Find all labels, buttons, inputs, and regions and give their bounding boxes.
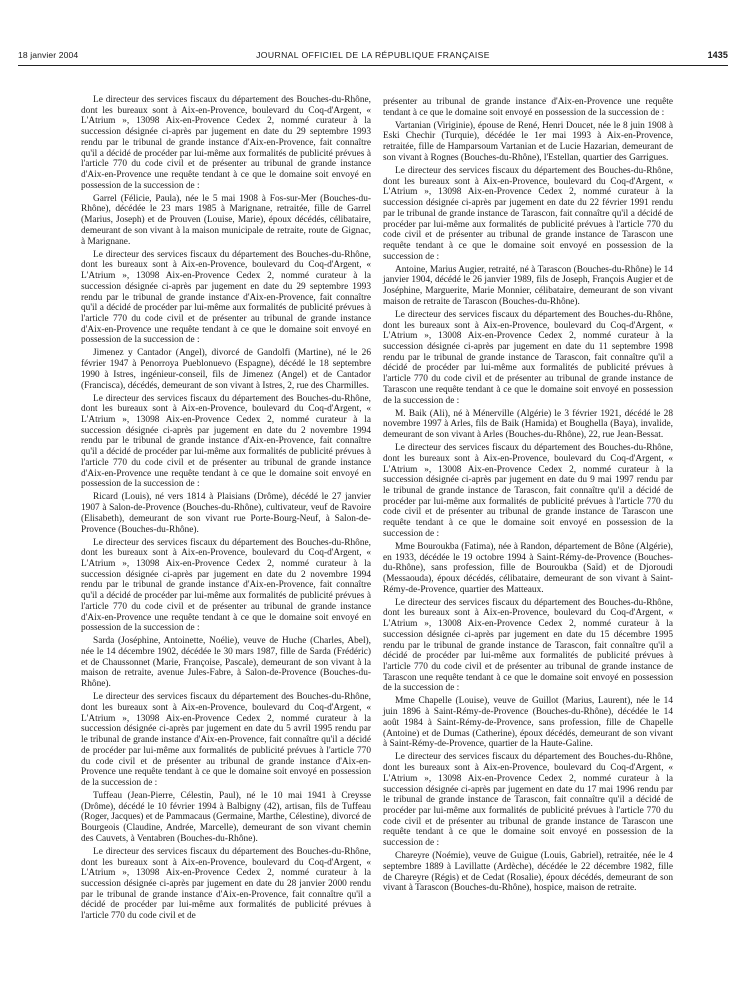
decedent-paragraph: Sarda (Joséphine, Antoinette, Noélie), veuve de Huche (Charles, Abel), née le 14 décembre 1902, décédée le 30 mars 1987, fille de Sarda (Frédéric) et de Chaussonnet (Marie, Françoise, Pascale), demeurant de son vivant à la maison de retraite, avenue Jules-Fabre, à Salon-de-Provence (Bouches-du-Rhône). [81,636,371,690]
header-rule [18,65,728,66]
journal-title: JOURNAL OFFICIEL DE LA RÉPUBLIQUE FRANÇAISE [256,50,490,60]
notice-paragraph: Le directeur des services fiscaux du département des Bouches-du-Rhône, dont les bureaux sont à Aix-en-Provence, boulevard du Coq-d'Argent, « L'Atrium », 13098 Aix-en-Provence Cedex 2, nommé curateur à la succession désignée ci-après par jugement en date du 29 septembre 1993 rendu par le tribunal de grande instance d'Aix-en-Provence, fait connaître qu'il a décidé de procéder par lui-même aux formalités de publicité prévues à l'article 770 du code civil et de présenter au tribunal de grande instance d'Aix-en-Provence une requête tendant à ce que le domaine soit envoyé en possession de la succession de : [81,249,371,346]
decedent-paragraph: Vartanian (Viriginie), épouse de René, Henri Doucet, née le 8 juin 1908 à Eski Chechir (Turquie), décédée le 1er mai 1993 à Aix-en-Provence, retraitée, fille de Hamparsoum Vartanian et de Lucie Hazarian, demeurant de son vivant à Rognes (Bouches-du-Rhône), l'Estellan, quartier des Garrigues. [383,120,673,163]
left-column [81,95,371,922]
page-number: 1435 [707,50,728,60]
notice-paragraph: Le directeur des services fiscaux du département des Bouches-du-Rhône, dont les bureaux sont à Aix-en-Provence, boulevard du Coq-d'Argent, « L'Atrium », 13098 Aix-en-Provence Cedex 2, nommé curateur à la succession désignée ci-après par jugement en date du 28 janvier 2000 rendu par le tribunal de grande instance d'Aix-en-Provence, fait connaître qu'il a décidé de procéder par lui-même aux formalités de publicité prévues à l'article 770 du code civil et de [81,846,371,922]
decedent-paragraph: Ricard (Louis), né vers 1814 à Plaisians (Drôme), décédé le 27 janvier 1907 à Salon-de-Provence (Bouches-du-Rhône), cultivateur, veuf de Ravoire (Elisabeth), demeurant de son vivant rue Porte-Bourg-Neuf, à Salon-de-Provence (Bouches-du-Rhône). [81,492,371,535]
decedent-paragraph: Garrel (Félicie, Paula), née le 5 mai 1908 à Fos-sur-Mer (Bouches-du-Rhône), décédée le 23 mars 1985 à Marignane, retraitée, fille de Garrel (Marius, Joseph) et de Prouven (Louise, Marie), époux décédés, célibataire, demeurant de son vivant à la maison municipale de retraite, route de Gignac, à Marignane. [81,193,371,247]
notice-continuation: présenter au tribunal de grande instance d'Aix-en-Provence une requête tendant à ce que le domaine soit envoyé en possession de la succession de : [383,97,673,118]
issue-date: 18 janvier 2004 [18,50,79,60]
notice-paragraph: Le directeur des services fiscaux du département des Bouches-du-Rhône, dont les bureaux sont à Aix-en-Provence, boulevard du Coq-d'Argent, « L'Atrium », 13098 Aix-en-Provence Cedex 2, nommé curateur à la succession désignée ci-après par jugement en date du 2 novembre 1994 rendu par le tribunal de grande instance d'Aix-en-Provence, fait connaître qu'il a décidé de procéder par lui-même aux formalités de publicité prévues à l'article 770 du code civil et de présenter au tribunal de grande instance d'Aix-en-Provence une requête tendant à ce que le domaine soit envoyé en possession de la succession de : [81,393,371,490]
decedent-paragraph: Jimenez y Cantador (Angel), divorcé de Gandolfi (Martine), né le 26 février 1947 à Penorroya Pueblonuevo (Espagne), décédé le 18 septembre 1990 à Istres, ingénieur-conseil, fils de Jimenez (Angel) et de Cantador (Francisca), décédés, demeurant de son vivant à Istres, 2, rue des Charmilles. [81,348,371,391]
notice-paragraph: Le directeur des services fiscaux du département des Bouches-du-Rhône, dont les bureaux sont à Aix-en-Provence, boulevard du Coq-d'Argent, « L'Atrium », 13098 Aix-en-Provence Cedex 2, nommé curateur à la succession désignée ci-après par jugement en date du 29 septembre 1993 rendu par le tribunal de grande instance d'Aix-en-Provence, fait connaître qu'il a décidé de procéder par lui-même aux formalités de publicité prévues à l'article 770 du code civil et de présenter au tribunal de grande instance d'Aix-en-Provence une requête tendant à ce que le domaine soit envoyé en possession de la succession de : [81,95,371,191]
notice-paragraph: Le directeur des services fiscaux du département des Bouches-du-Rhône, dont les bureaux sont à Aix-en-Provence, boulevard du Coq-d'Argent, « L'Atrium », 13098 Aix-en-Provence Cedex 2, nommé curateur à la succession désignée ci-après par jugement en date du 17 mai 1996 rendu par le tribunal de grande instance de Tarascon, fait connaître qu'il a décidé de procéder par lui-même aux formalités de publicité prévues à l'article 770 du code civil et de présenter au tribunal de grande instance de Tarascon une requête tendant à ce que le domaine soit envoyé en possession de la succession de : [383,752,673,849]
notice-paragraph: Le directeur des services fiscaux du département des Bouches-du-Rhône, dont les bureaux sont à Aix-en-Provence, boulevard du Coq-d'Argent, « L'Atrium », 13008 Aix-en-Provence Cedex 2, nommé curateur à la succession désignée ci-après par jugement en date du 15 décembre 1995 rendu par le tribunal de grande instance de Tarascon, fait connaître qu'il a décidé de procéder par lui-même aux formalités de publicité prévues à l'article 770 du code civil et de présenter au tribunal de grande instance de Tarascon une requête tendant à ce que le domaine soit envoyé en possession de la succession de : [383,597,673,694]
notice-paragraph: Le directeur des services fiscaux du département des Bouches-du-Rhône, dont les bureaux sont à Aix-en-Provence, boulevard du Coq-d'Argent, « L'Atrium », 13008 Aix-en-Provence Cedex 2, nommé curateur à la succession désignée ci-après par jugement en date du 11 septembre 1998 rendu par le tribunal de grande instance de Tarascon, fait connaître qu'il a décidé de procéder par lui-même aux formalités de publicité prévues à l'article 770 du code civil et de présenter au tribunal de grande instance de Tarascon une requête tendant à ce que le domaine soit envoyé en possession de la succession de : [383,309,673,406]
notice-paragraph: Le directeur des services fiscaux du département des Bouches-du-Rhône, dont les bureaux sont à Aix-en-Provence, boulevard du Coq-d'Argent, « L'Atrium », 13098 Aix-en-Provence Cedex 2, nommé curateur à la succession désignée ci-après par jugement en date du 5 avril 1995 rendu par le tribunal de grande instance d'Aix-en-Provence, fait connaître qu'il a décidé de procéder par lui-même aux formalités de publicité prévues à l'article 770 du code civil et de présenter au tribunal de grande instance d'Aix-en-Provence une requête tendant à ce que le domaine soit envoyé en possession de la succession de : [81,692,371,788]
decedent-paragraph: Tuffeau (Jean-Pierre, Célestin, Paul), né le 10 mai 1941 à Creysse (Drôme), décédé le 10 février 1994 à Balbigny (42), artisan, fils de Tuffeau (Roger, Jacques) et de Pammacaus (Germaine, Marthe, Célestine), divorcé de Bourgeois (Claudine, Andrée, Marcelle), demeurant de son vivant chemin des Cauvets, à Ventabren (Bouches-du-Rhône). [81,790,371,844]
right-column [383,97,673,894]
decedent-paragraph: Mme Bouroukba (Fatima), née à Randon, département de Bône (Algérie), en 1933, décédée le 19 octobre 1994 à Saint-Rémy-de-Provence (Bouches-du-Rhône), sans profession, fille de Bouroukba (Saïd) et de Djoroudi (Messaouda), époux décédés, célibataire, demeurant de son vivant à Saint-Rémy-de-Provence, quartier des Matteaux. [383,541,673,595]
decedent-paragraph: M. Baik (Ali), né à Ménerville (Algérie) le 3 février 1921, décédé le 28 novembre 1997 à Arles, fils de Baik (Hamida) et Boughella (Baya), invalide, demeurant de son vivant à Arles (Bouches-du-Rhône), 22, rue Jean-Bessat. [383,408,673,441]
notice-paragraph: Le directeur des services fiscaux du département des Bouches-du-Rhône, dont les bureaux sont à Aix-en-Provence, boulevard du Coq-d'Argent, « L'Atrium », 13098 Aix-en-Provence Cedex 2, nommé curateur à la succession désignée ci-après par jugement en date du 2 novembre 1994 rendu par le tribunal de grande instance d'Aix-en-Provence, fait connaître qu'il a décidé de procéder par lui-même aux formalités de publicité prévues à l'article 770 du code civil et de présenter au tribunal de grande instance d'Aix-en-Provence une requête tendant à ce que le domaine soit envoyé en possession de la succession de : [81,537,371,634]
decedent-paragraph: Mme Chapelle (Louise), veuve de Guillot (Marius, Laurent), née le 14 juin 1896 à Saint-Rémy-de-Provence (Bouches-du-Rhône), décédée le 14 août 1984 à Saint-Rémy-de-Provence, sans profession, fille de Chapelle (Antoine) et de Dumas (Catherine), époux décédés, demeurant de son vivant à Saint-Rémy-de-Provence, quartier de la Haute-Galine. [383,696,673,750]
decedent-paragraph: Antoine, Marius Augier, retraité, né à Tarascon (Bouches-du-Rhône) le 14 janvier 1904, décédé le 26 janvier 1989, fils de Joseph, François Augier et de Joséphine, Marguerite, Marie Monnier, célibataire, demeurant de son vivant maison de retraite de Tarascon (Bouches-du-Rhône). [383,264,673,307]
notice-paragraph: Le directeur des services fiscaux du département des Bouches-du-Rhône, dont les bureaux sont à Aix-en-Provence, boulevard du Coq-d'Argent, « L'Atrium », 13008 Aix-en-Provence Cedex 2, nommé curateur à la succession désignée ci-après par jugement en date du 9 mai 1997 rendu par le tribunal de grande instance de Tarascon, fait connaître qu'il a décidé de procéder par lui-même aux formalités de publicité prévues à l'article 770 du code civil et de présenter au tribunal de grande instance de Tarascon une requête tendant à ce que le domaine soit envoyé en possession de la succession de : [383,443,673,539]
notice-paragraph: Le directeur des services fiscaux du département des Bouches-du-Rhône, dont les bureaux sont à Aix-en-Provence, boulevard du Coq-d'Argent, « L'Atrium », 13098 Aix-en-Provence Cedex 2, nommé curateur à la succession désignée ci-après par jugement en date du 22 février 1991 rendu par le tribunal de grande instance de Tarascon, fait connaître qu'il a décidé de procéder par lui-même aux formalités de publicité prévues à l'article 770 du code civil et de présenter au tribunal de grande instance de Tarascon une requête tendant à ce que le domaine soit envoyé en possession de la succession de : [383,165,673,262]
decedent-paragraph: Chareyre (Noémie), veuve de Guigue (Louis, Gabriel), retraitée, née le 4 septembre 1889 à Lavillatte (Ardèche), décédée le 22 décembre 1982, fille de Chareyre (Régis) et de Cedat (Rosalie), époux décédés, demeurant de son vivant à Tarascon (Bouches-du-Rhône), hospice, maison de retraite. [383,851,673,894]
page-header [18,50,728,64]
